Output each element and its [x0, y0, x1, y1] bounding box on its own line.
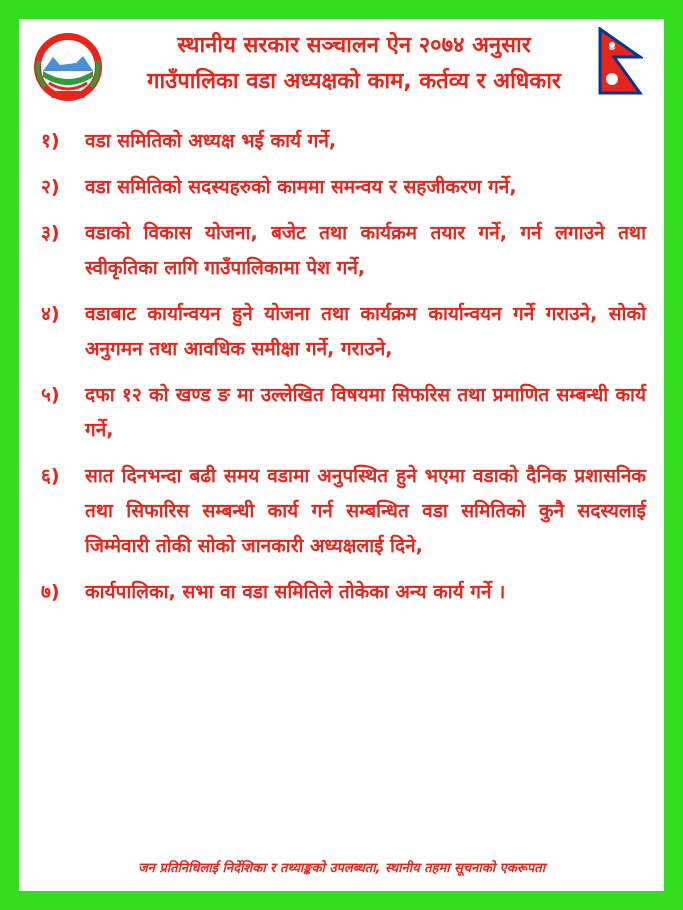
footer-tagline: जन प्रतिनिधिलाई निर्देशिका र तथ्याङ्कको उपलब्धता, स्थानीय तहमा सूचनाको एकरूपता — [137, 861, 546, 876]
list-item — [19, 297, 664, 367]
item-number: १) — [41, 130, 60, 152]
nepal-flag-icon — [597, 27, 643, 97]
item-number: ३) — [41, 222, 60, 244]
item-text: वडा समितिको अध्यक्ष भई कार्य गर्ने, — [85, 130, 337, 152]
title-line-1: स्थानीय सरकार सञ्चालन ऐन २०७४ अनुसार — [177, 33, 531, 58]
item-number: ४) — [41, 303, 60, 325]
list-item — [19, 378, 664, 448]
list-item — [19, 124, 664, 159]
item-text: वडाबाट कार्यान्वयन हुने योजना तथा कार्यक्रम कार्यान्वयन गर्ने गराउने, सोको अनुगमन तथा आवधिक समीक्षा गर्ने, गराउने, — [85, 303, 646, 360]
title-line-2: गाउँपालिका वडा अध्यक्षको काम, कर्तव्य र अधिकार — [147, 69, 561, 94]
list-item — [19, 459, 664, 564]
item-text: वडा समितिको सदस्यहरुको काममा समन्वय र सहजीकरण गर्ने, — [85, 176, 517, 198]
nepal-emblem-icon — [29, 27, 107, 105]
item-number: ५) — [41, 384, 60, 406]
item-number: २) — [41, 176, 60, 198]
item-text: सात दिनभन्दा बढी समय वडामा अनुपस्थित हुने भएमा वडाको दैनिक प्रशासनिक तथा सिफारिस सम्बन्धी कार्य गर्न सम्बन्धित वडा समितिको कुनै सदस्यलाई जिम्मेवारी तोकी सोको जानकारी अध्यक्षलाई दिने, — [85, 465, 646, 557]
poster-header — [19, 19, 664, 114]
list-item — [19, 216, 664, 286]
item-text: दफा १२ को खण्ड ङ मा उल्लेखित विषयमा सिफरिस तथा प्रमाणित सम्बन्धी कार्य गर्ने, — [85, 384, 646, 441]
list-item — [19, 170, 664, 205]
list-item — [19, 575, 664, 610]
item-text: वडाको विकास योजना, बजेट तथा कार्यक्रम तयार गर्ने, गर्न लगाउने तथा स्वीकृतिका लागि गाउँपालिकामा पेश गर्ने, — [85, 222, 646, 279]
item-number: ७) — [41, 581, 60, 603]
duties-list — [19, 124, 664, 621]
item-text: कार्यपालिका, सभा वा वडा समितिले तोकेका अन्य कार्य गर्ने । — [85, 581, 506, 603]
item-number: ६) — [41, 465, 60, 487]
